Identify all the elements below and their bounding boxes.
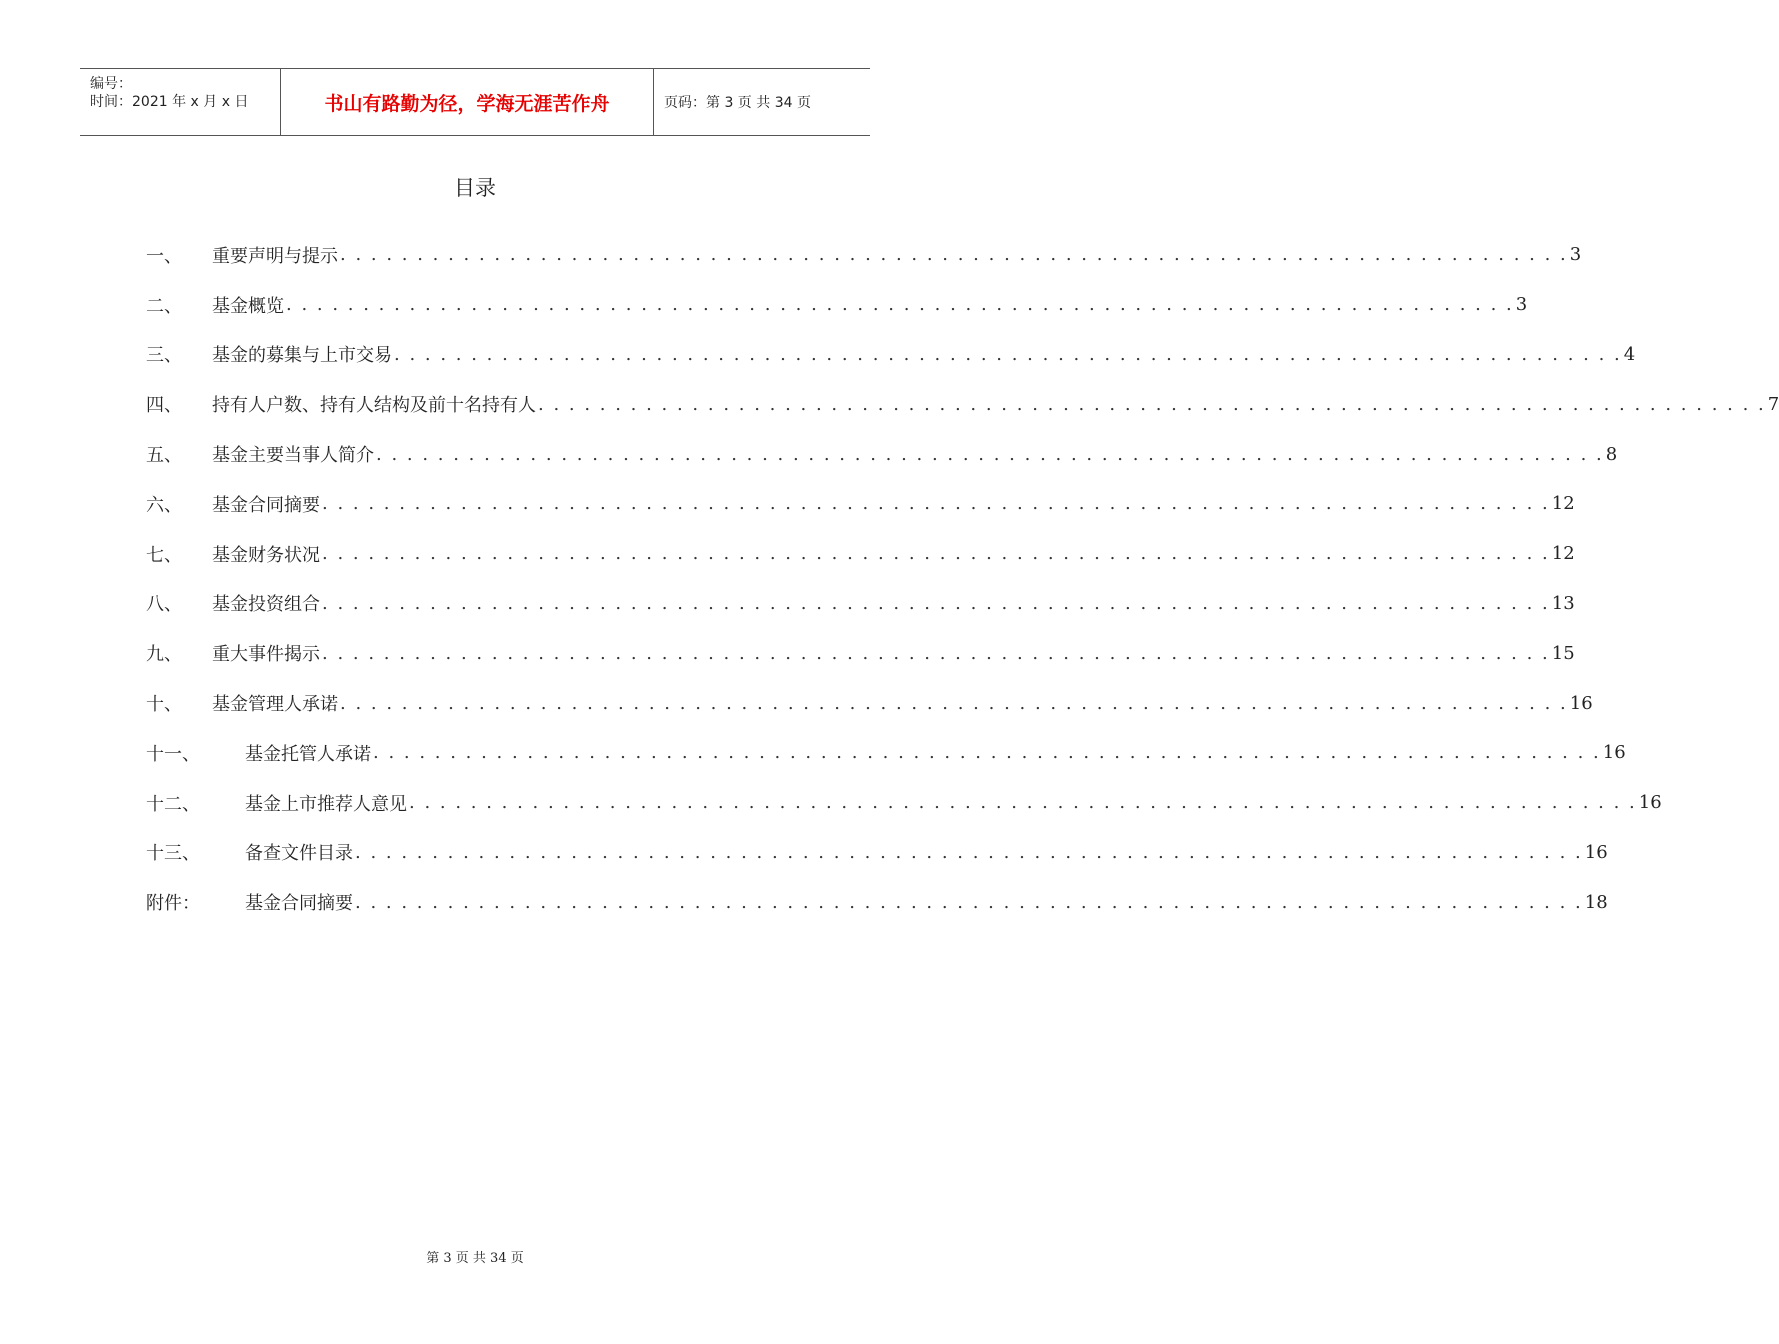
toc-entry-leader: . . . . . . . . . . . . . . . . . . . . . . . . . . . . . . . . . . . . . . . . . . . . . . . . . . . . . . . . . . . . . . . . . . . . . . . . . . . . . . . .: [409, 792, 1637, 814]
toc-entry[interactable]: [146, 330, 1636, 380]
toc-entry-label: 基金上市推荐人意见: [245, 793, 407, 815]
toc-entry-number: 二、: [146, 295, 182, 317]
document-time-label: 时间：2021 年 x 月 x 日: [90, 94, 249, 110]
toc-entry-leader: . . . . . . . . . . . . . . . . . . . . . . . . . . . . . . . . . . . . . . . . . . . . . . . . . . . . . . . . . . . . . . . . . . . . . . . . . . . . . . . .: [373, 742, 1601, 764]
toc-entry[interactable]: [146, 529, 1575, 579]
toc-entry[interactable]: [146, 828, 1608, 878]
toc-entry-number: 一、: [146, 245, 182, 267]
toc-entry-number: 附件：: [146, 893, 200, 915]
toc-entry-leader: . . . . . . . . . . . . . . . . . . . . . . . . . . . . . . . . . . . . . . . . . . . . . . . . . . . . . . . . . . . . . . . . . . . . . . . . . . . . . . . .: [286, 294, 1514, 316]
toc-entry-label: 重大事件揭示: [212, 644, 320, 666]
page-title: 目录: [454, 176, 496, 200]
toc-entry-page: 7: [1767, 393, 1779, 415]
toc-entry-page: 15: [1551, 642, 1575, 664]
toc-entry-page: 16: [1584, 841, 1608, 863]
toc-entry-label: 基金概览: [212, 295, 284, 317]
toc-entry-number: 十三、: [146, 843, 200, 865]
toc-entry-label: 基金投资组合: [212, 594, 320, 616]
toc-entry-leader: . . . . . . . . . . . . . . . . . . . . . . . . . . . . . . . . . . . . . . . . . . . . . . . . . . . . . . . . . . . . . . . . . . . . . . . . . . . . . . . .: [538, 393, 1766, 415]
toc-entry[interactable]: [146, 429, 1618, 479]
toc-entry[interactable]: [146, 579, 1575, 629]
toc-entry[interactable]: [146, 230, 1582, 280]
toc-entry[interactable]: [146, 379, 1779, 429]
toc-entry-leader: . . . . . . . . . . . . . . . . . . . . . . . . . . . . . . . . . . . . . . . . . . . . . . . . . . . . . . . . . . . . . . . . . . . . . . . . . . . . . . . .: [394, 343, 1622, 365]
toc-entry-page: 3: [1569, 244, 1582, 266]
toc-entry-label: 基金托管人承诺: [245, 743, 371, 765]
toc-entry-number: 六、: [146, 494, 182, 516]
toc-entry-page: 16: [1602, 742, 1626, 764]
toc-entry-page: 12: [1551, 543, 1575, 565]
toc-entry[interactable]: [146, 728, 1626, 778]
toc-entry[interactable]: [146, 877, 1608, 927]
toc-entry-number: 三、: [146, 345, 182, 367]
toc-entry-label: 基金合同摘要: [212, 494, 320, 516]
toc-entry-number: 四、: [146, 395, 182, 417]
toc-entry-page: 18: [1584, 891, 1608, 913]
toc-entry-label: 持有人户数、持有人结构及前十名持有人: [212, 395, 536, 417]
toc-entry[interactable]: [146, 280, 1528, 330]
toc-entry-label: 基金财务状况: [212, 544, 320, 566]
toc-entry-page: 16: [1569, 692, 1593, 714]
toc-entry-label: 基金的募集与上市交易: [212, 345, 392, 367]
toc-entry[interactable]: [146, 479, 1575, 529]
toc-entry[interactable]: [146, 628, 1575, 678]
toc-entry-leader: . . . . . . . . . . . . . . . . . . . . . . . . . . . . . . . . . . . . . . . . . . . . . . . . . . . . . . . . . . . . . . . . . . . . . . . . . . . . . . . .: [340, 244, 1568, 266]
toc-entry-leader: . . . . . . . . . . . . . . . . . . . . . . . . . . . . . . . . . . . . . . . . . . . . . . . . . . . . . . . . . . . . . . . . . . . . . . . . . . . . . . . .: [322, 592, 1550, 614]
toc-entry-number: 九、: [146, 644, 182, 666]
toc-entry-page: 8: [1605, 443, 1618, 465]
toc-entry-number: 五、: [146, 445, 182, 467]
toc-entry-leader: . . . . . . . . . . . . . . . . . . . . . . . . . . . . . . . . . . . . . . . . . . . . . . . . . . . . . . . . . . . . . . . . . . . . . . . . . . . . . . . .: [376, 443, 1604, 465]
toc-entry-number: 八、: [146, 594, 182, 616]
toc-entry-page: 4: [1623, 343, 1636, 365]
toc-entry-page: 3: [1515, 294, 1528, 316]
toc-entry-number: 十、: [146, 694, 182, 716]
toc-entry-leader: . . . . . . . . . . . . . . . . . . . . . . . . . . . . . . . . . . . . . . . . . . . . . . . . . . . . . . . . . . . . . . . . . . . . . . . . . . . . . . . .: [322, 642, 1550, 664]
toc-entry-leader: . . . . . . . . . . . . . . . . . . . . . . . . . . . . . . . . . . . . . . . . . . . . . . . . . . . . . . . . . . . . . . . . . . . . . . . . . . . . . . . .: [355, 891, 1583, 913]
toc-entry-page: 12: [1551, 493, 1575, 515]
toc-entry-leader: . . . . . . . . . . . . . . . . . . . . . . . . . . . . . . . . . . . . . . . . . . . . . . . . . . . . . . . . . . . . . . . . . . . . . . . . . . . . . . . .: [355, 841, 1583, 863]
page-footer: 第 3 页 共 34 页: [426, 1251, 524, 1266]
toc-entry-label: 基金管理人承诺: [212, 694, 338, 716]
toc-entry[interactable]: [146, 778, 1662, 828]
toc-entry-label: 重要声明与提示: [212, 245, 338, 267]
document-header: [80, 68, 870, 136]
toc-entry-page: 13: [1551, 592, 1575, 614]
toc-entry-label: 基金主要当事人简介: [212, 445, 374, 467]
toc-entry-leader: . . . . . . . . . . . . . . . . . . . . . . . . . . . . . . . . . . . . . . . . . . . . . . . . . . . . . . . . . . . . . . . . . . . . . . . . . . . . . . . .: [322, 543, 1550, 565]
toc-entry-number: 十二、: [146, 793, 200, 815]
toc-entry-page: 16: [1638, 792, 1662, 814]
header-motto: 书山有路勤为径，学海无涯苦作舟: [281, 69, 654, 135]
toc-entry-label: 基金合同摘要: [245, 893, 353, 915]
toc-entry-leader: . . . . . . . . . . . . . . . . . . . . . . . . . . . . . . . . . . . . . . . . . . . . . . . . . . . . . . . . . . . . . . . . . . . . . . . . . . . . . . . .: [322, 493, 1550, 515]
toc-entry-number: 七、: [146, 544, 182, 566]
toc-entry-leader: . . . . . . . . . . . . . . . . . . . . . . . . . . . . . . . . . . . . . . . . . . . . . . . . . . . . . . . . . . . . . . . . . . . . . . . . . . . . . . . .: [340, 692, 1568, 714]
toc-entry-label: 备查文件目录: [245, 843, 353, 865]
table-of-contents: [146, 230, 1779, 927]
document-number-label: 编号：: [90, 76, 132, 92]
toc-entry-number: 十一、: [146, 743, 200, 765]
toc-entry[interactable]: [146, 678, 1593, 728]
header-meta: [80, 69, 281, 135]
header-page-code: 页码：第 3 页 共 34 页: [664, 95, 811, 111]
